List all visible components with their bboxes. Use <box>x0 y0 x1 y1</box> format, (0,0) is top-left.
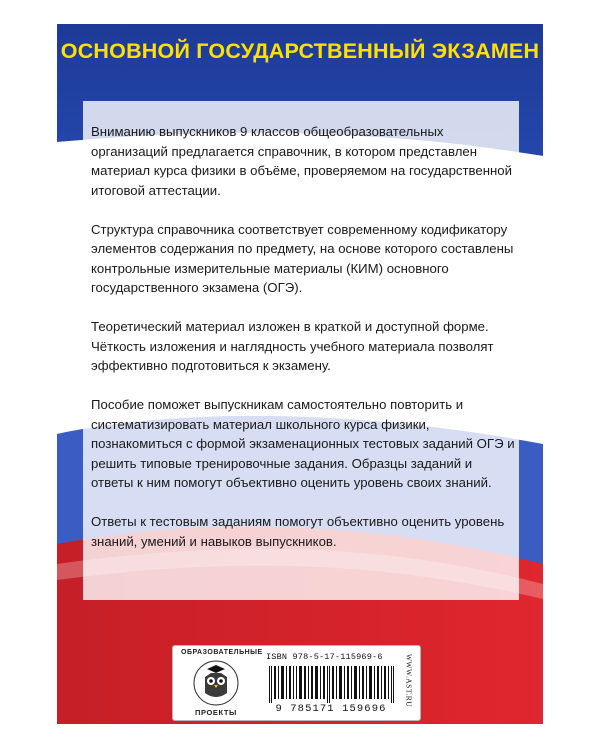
barcode-box <box>172 645 421 721</box>
paragraph-4: Пособие поможет выпускникам самостоятельно повторить и систематизировать материал школьного курса физики, познакомиться с формой экзаменационных тестовых заданий ОГЭ и решить типовые тренировочные задания. Образцы заданий и ответы к ним помогут объективно оценить уровень своих знаний. <box>91 397 515 490</box>
exam-title: ОСНОВНОЙ ГОСУДАРСТВЕННЫЙ ЭКЗАМЕН <box>60 39 540 63</box>
logo-top-text: ОБРАЗОВАТЕЛЬНЫЕ <box>181 649 263 656</box>
description-text <box>91 122 516 571</box>
barcode-digits: 9 785171 159696 <box>275 703 387 715</box>
barcode-icon <box>269 666 395 703</box>
paragraph-3: Теоретический материал изложен в краткой и доступной форме. Чёткость изложения и наглядность учебного материала позволят эффективно подготовиться к экзамену. <box>91 319 494 373</box>
logo-bottom-text: ПРОЕКТЫ <box>194 708 238 717</box>
paragraph-5: Ответы к тестовым заданиям помогут объективно оценить уровень знаний, умений и навыков выпускников. <box>91 514 505 549</box>
owl-icon <box>181 649 263 717</box>
paragraph-1: Вниманию выпускников 9 классов общеобразовательных организаций предлагается справочник, в котором представлен материал курса физики в объёме, проверяемом на государственной итоговой аттестации. <box>91 124 513 198</box>
paragraph-2: Структура справочника соответствует современному кодификатору элементов содержания по предмету, на основе которого составлены контрольные измерительные материалы (КИМ) основного государственного экзамена (ОГЭ). <box>91 221 514 295</box>
isbn-text: ISBN 978-5-17-115969-6 <box>266 652 383 662</box>
website-text: WWW.AST.RU <box>404 653 414 708</box>
book-back-cover <box>57 24 543 724</box>
publisher-logo <box>181 649 263 717</box>
